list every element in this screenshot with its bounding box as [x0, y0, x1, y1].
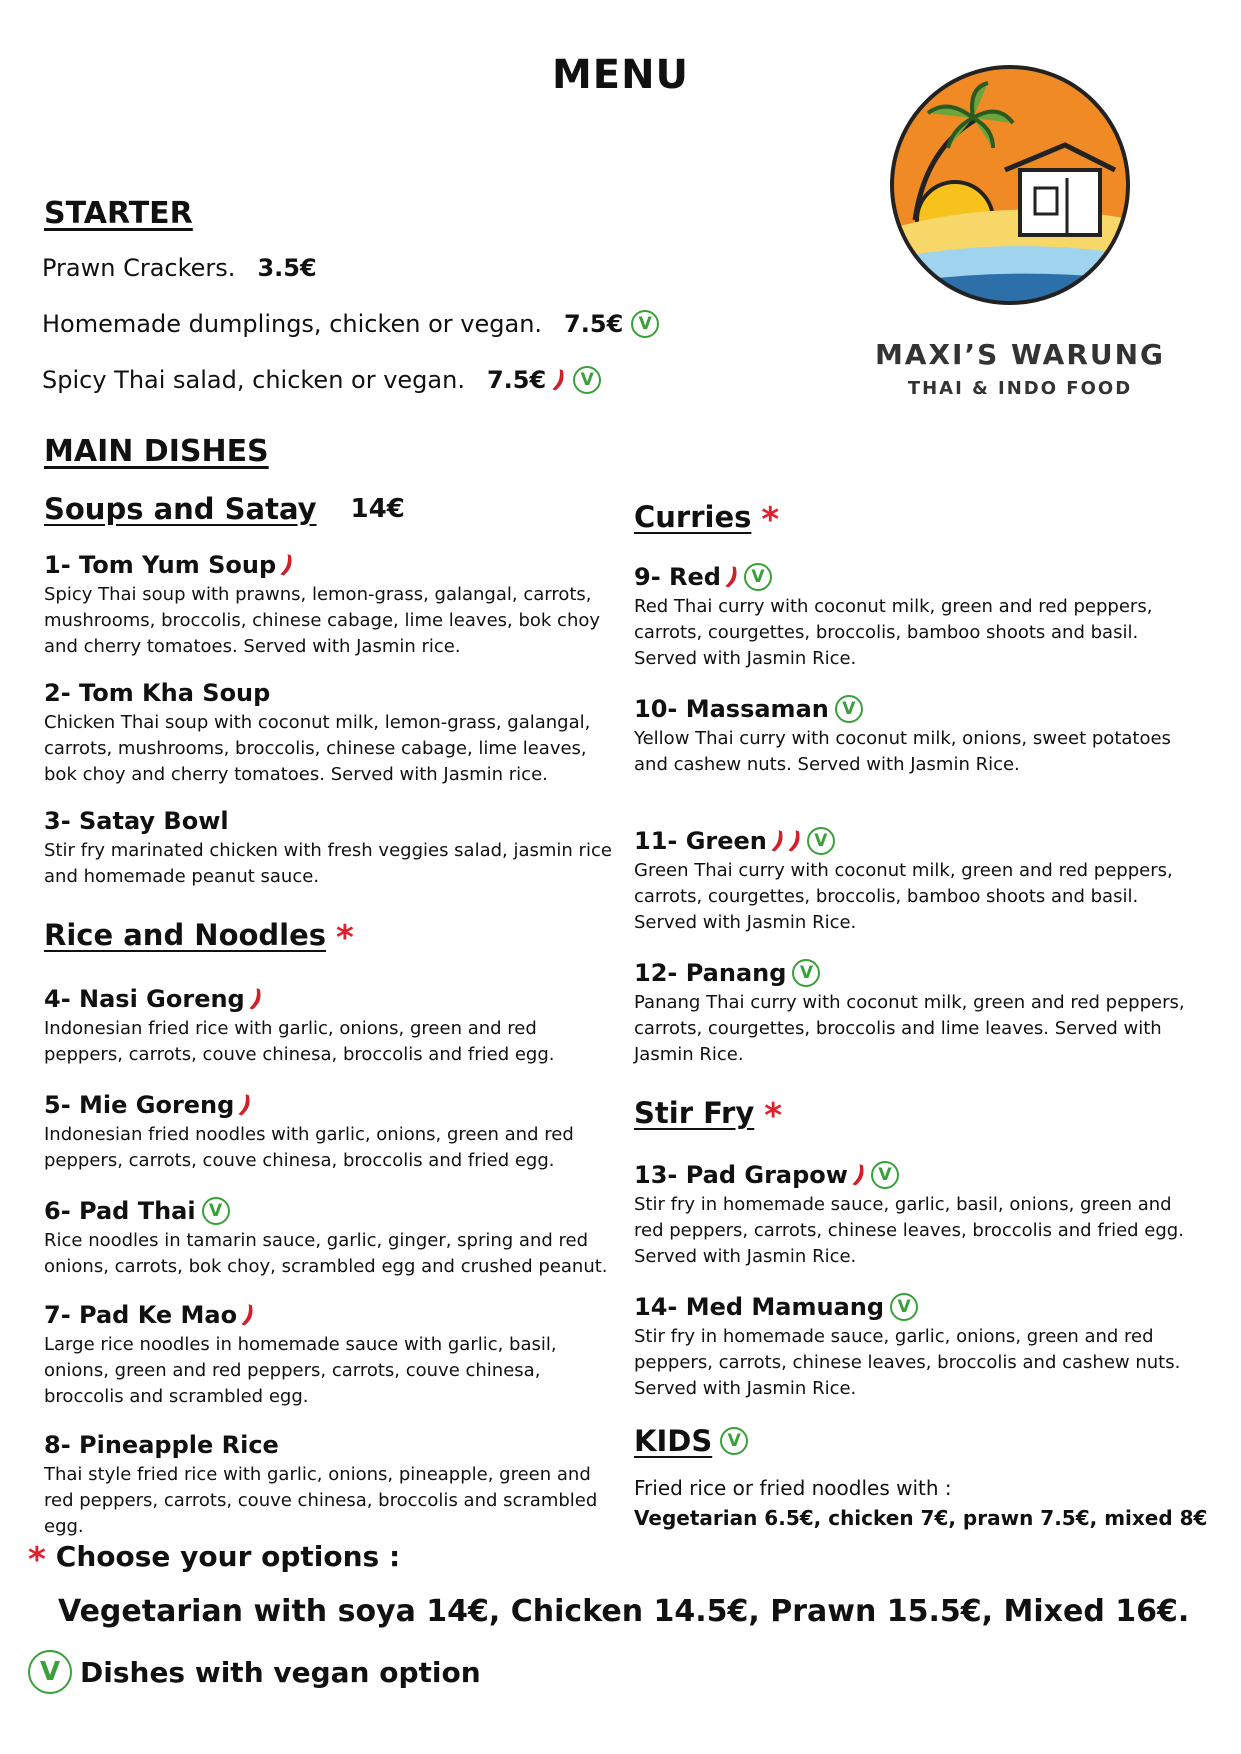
soups-header — [44, 492, 405, 526]
dish-description: Spicy Thai soup with prawns, lemon-grass, galangal, carrots, mushrooms, broccolis, chinese cabage, lime leaves, bok choy and cherry tomatoes. Served with Jasmin rice. — [44, 584, 601, 657]
dish-title: 14- Med Mamuang — [634, 1293, 885, 1321]
dish-description: Green Thai curry with coconut milk, green and red peppers, carrots, courgettes, broccolis, bamboo shoots and basil. Served with Jasmin Rice. — [634, 860, 1173, 933]
dish-item — [44, 550, 614, 660]
dish-item — [44, 1090, 614, 1174]
dish-title: 2- Tom Kha Soup — [44, 679, 271, 707]
kids-line: Fried rice or fried noodles with : — [634, 1476, 952, 1500]
chili-icon: ) — [768, 825, 789, 857]
chili-icon: ) — [238, 1299, 259, 1331]
dish-description: Stir fry in homemade sauce, garlic, basil, onions, green and red peppers, carrots, chinese leaves, broccolis and fried egg. Served with Jasmin Rice. — [634, 1194, 1184, 1267]
dish-description: Red Thai curry with coconut milk, green and red peppers, carrots, courgettes, broccolis, bamboo shoots and basil. Served with Jasmin Rice. — [634, 596, 1153, 669]
logo-emblem-icon — [855, 60, 1185, 320]
starter-item-name: Homemade dumplings, chicken or vegan. — [42, 310, 543, 338]
chili-icon: ) — [549, 364, 570, 396]
dish-description: Yellow Thai curry with coconut milk, onions, sweet potatoes and cashew nuts. Served with Jasmin Rice. — [634, 728, 1171, 775]
main-dishes-heading: MAIN DISHES — [44, 434, 269, 469]
vegan-icon: V — [573, 366, 601, 394]
vegan-legend — [28, 1650, 481, 1694]
chili-icon: ) — [849, 1159, 870, 1191]
chili-icon: ) — [235, 1089, 256, 1121]
vegan-icon: V — [202, 1197, 230, 1225]
rice-header — [44, 918, 354, 958]
dish-item — [634, 958, 1204, 1068]
vegan-icon: V — [631, 310, 659, 338]
chili-icon: ) — [246, 983, 267, 1015]
vegan-icon: V — [871, 1161, 899, 1189]
dish-description: Chicken Thai soup with coconut milk, lemon-grass, galangal, carrots, mushrooms, broccolis, chinese cabage, lime leaves, bok choy and cherry tomatoes. Served with Jasmin rice. — [44, 712, 591, 785]
vegan-icon: V — [792, 959, 820, 987]
dish-description: Large rice noodles in homemade sauce with garlic, basil, onions, green and red peppers, carrots, couve chinesa, broccolis and scrambled egg. — [44, 1334, 557, 1407]
rice-heading: Rice and Noodles — [44, 918, 327, 952]
dish-description: Indonesian fried rice with garlic, onions, green and red peppers, carrots, couve chinesa, broccolis and fried egg. — [44, 1018, 555, 1065]
dish-title: 1- Tom Yum Soup — [44, 551, 277, 579]
brand-logo — [855, 60, 1185, 410]
stirfry-heading: Stir Fry — [634, 1096, 755, 1130]
dish-item — [634, 694, 1204, 778]
vegan-legend-label: Dishes with vegan option — [80, 1655, 481, 1689]
starter-item — [42, 366, 601, 394]
dish-title: 12- Panang — [634, 959, 787, 987]
dish-item — [634, 1160, 1204, 1270]
starter-item-price: 3.5€ — [257, 254, 317, 282]
brand-name: MAXI’S WARUNG — [874, 338, 1166, 371]
vegan-icon: V — [28, 1650, 72, 1694]
starter-item — [42, 254, 317, 282]
star-icon: * — [336, 918, 354, 958]
dish-item — [44, 806, 614, 890]
vegan-icon: V — [807, 827, 835, 855]
dish-description: Rice noodles in tamarin sauce, garlic, ginger, spring and red onions, carrots, bok choy, scrambled egg and crushed peanut. — [44, 1230, 608, 1277]
dish-description: Thai style fried rice with garlic, onions, pineapple, green and red peppers, carrots, couve chinesa, broccolis and scrambled egg. — [44, 1464, 598, 1537]
dish-title: 5- Mie Goreng — [44, 1091, 235, 1119]
starter-item-name: Prawn Crackers. — [42, 254, 236, 282]
kids-heading: KIDS — [634, 1424, 713, 1458]
starter-item-name: Spicy Thai salad, chicken or vegan. — [42, 366, 465, 394]
vegan-icon: V — [720, 1427, 748, 1455]
page-title: MENU — [551, 52, 690, 98]
dish-description: Stir fry marinated chicken with fresh veggies salad, jasmin rice and homemade peanut sauce. — [44, 840, 612, 887]
kids-prices: Vegetarian 6.5€, chicken 7€, prawn 7.5€, mixed 8€ — [634, 1506, 1208, 1530]
dish-title: 3- Satay Bowl — [44, 807, 229, 835]
dish-title: 6- Pad Thai — [44, 1197, 196, 1225]
dish-title: 9- Red — [634, 563, 721, 591]
dish-title: 11- Green — [634, 827, 767, 855]
star-icon: * — [761, 500, 780, 540]
starter-item-price: 7.5€ — [486, 366, 547, 394]
curries-header — [634, 500, 779, 540]
dish-item — [44, 678, 614, 788]
vegan-icon: V — [835, 695, 863, 723]
dish-title: 13- Pad Grapow — [634, 1161, 848, 1189]
starter-item — [42, 310, 659, 338]
options-prices: Vegetarian with soya 14€, Chicken 14.5€, Prawn 15.5€, Mixed 16€. — [58, 1594, 1190, 1629]
dish-description: Indonesian fried noodles with garlic, onions, green and red peppers, carrots, couve chinesa, broccolis and fried egg. — [44, 1124, 574, 1171]
brand-tagline: THAI & INDO FOOD — [907, 378, 1133, 399]
dish-title: 10- Massaman — [634, 695, 829, 723]
chili-icon: ) — [722, 561, 743, 593]
dish-title: 8- Pineapple Rice — [44, 1431, 279, 1459]
dish-title: 4- Nasi Goreng — [44, 985, 245, 1013]
chili-icon: ) — [785, 825, 806, 857]
star-icon: * — [28, 1540, 46, 1580]
chili-icon: ) — [277, 549, 298, 581]
options-header — [28, 1540, 400, 1580]
curries-heading: Curries — [634, 500, 752, 534]
soups-price: 14€ — [350, 494, 405, 524]
dish-item — [634, 562, 1204, 672]
soups-heading: Soups and Satay — [44, 492, 317, 526]
dish-description: Panang Thai curry with coconut milk, green and red peppers, carrots, courgettes, broccolis and lime leaves. Served with Jasmin Rice. — [634, 992, 1185, 1065]
dish-description: Stir fry in homemade sauce, garlic, onions, green and red peppers, carrots, chinese leaves, broccolis and cashew nuts. Served with Jasmin Rice. — [634, 1326, 1181, 1399]
kids-header — [634, 1424, 748, 1458]
starter-heading: STARTER — [44, 196, 193, 231]
dish-item — [44, 1196, 614, 1280]
dish-item — [44, 1300, 614, 1410]
vegan-icon: V — [890, 1293, 918, 1321]
dish-item — [44, 1430, 614, 1540]
starter-item-price: 7.5€ — [564, 310, 624, 338]
options-label: Choose your options : — [55, 1540, 401, 1573]
dish-item — [634, 1292, 1204, 1402]
dish-title: 7- Pad Ke Mao — [44, 1301, 238, 1329]
dish-item — [634, 826, 1204, 936]
vegan-icon: V — [744, 563, 772, 591]
dish-item — [44, 984, 614, 1068]
star-icon: * — [764, 1096, 783, 1136]
stirfry-header — [634, 1096, 782, 1136]
